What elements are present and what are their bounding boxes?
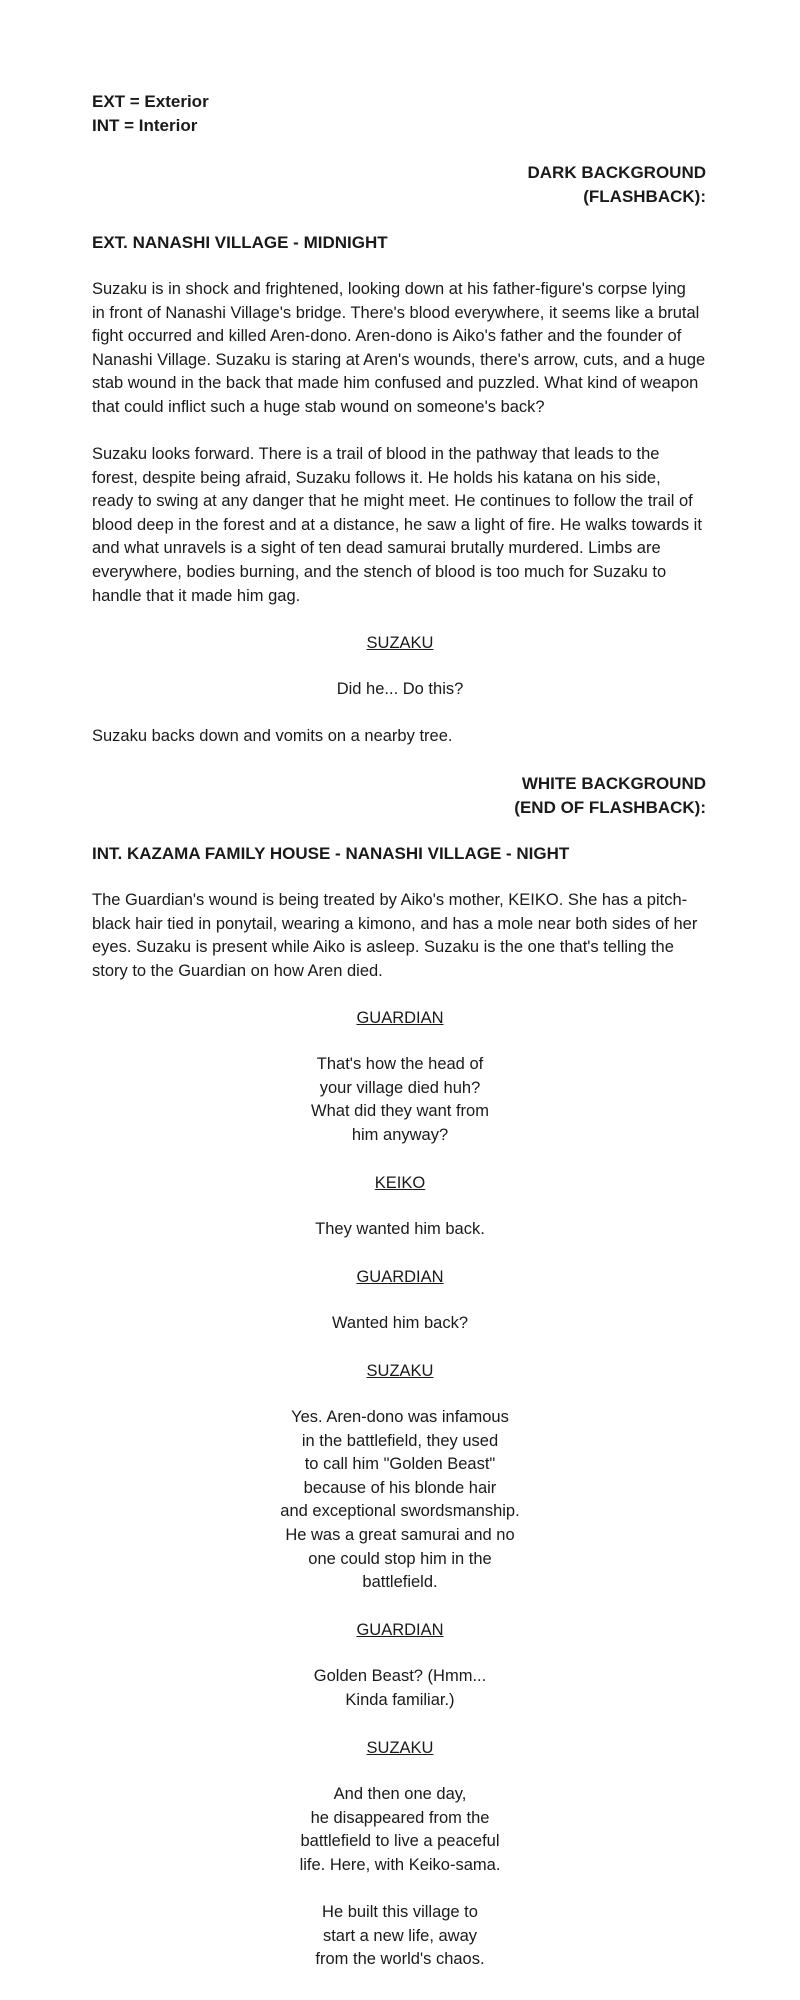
dialogue-line: He built this village to bbox=[322, 1903, 478, 1921]
dialogue-line: in the battlefield, they used bbox=[301, 1431, 499, 1450]
character-name: GUARDIAN bbox=[356, 1268, 444, 1286]
action-line: blood deep in the forest and at a distance, he saw a light of fire. He walks towards it bbox=[92, 515, 702, 534]
dialogue-line: your village died huh? bbox=[319, 1078, 481, 1097]
dialogue-line: That's how the head of bbox=[316, 1055, 484, 1073]
dialogue bbox=[0, 1406, 800, 1595]
action-paragraph bbox=[92, 725, 712, 749]
transition-line: DARK BACKGROUND bbox=[527, 163, 706, 182]
dialogue-line: What did they want from bbox=[311, 1102, 489, 1121]
dialogue-line: start a new life, away bbox=[322, 1926, 478, 1945]
dialogue-line: battlefield. bbox=[362, 1573, 438, 1592]
dialogue-line: one could stop him in the bbox=[308, 1549, 492, 1568]
action-paragraph bbox=[92, 443, 712, 608]
dialogue-line: he disappeared from the bbox=[310, 1808, 490, 1827]
dialogue-line: He was a great samurai and no bbox=[285, 1525, 515, 1544]
scene-heading: INT. KAZAMA FAMILY HOUSE - NANASHI VILLAGE - NIGHT bbox=[92, 844, 570, 863]
dialogue-line: And then one day, bbox=[333, 1785, 467, 1803]
action-line: story to the Guardian on how Aren died. bbox=[92, 961, 383, 980]
action-line: in front of Nanashi Village's bridge. There's blood everywhere, it seems like a brutal bbox=[92, 303, 700, 322]
action-line: Nanashi Village. Suzaku is staring at Aren's wounds, there's arrow, cuts, and a huge bbox=[92, 350, 706, 369]
dialogue bbox=[0, 1053, 800, 1147]
dialogue-line: Wanted him back? bbox=[331, 1314, 469, 1332]
dialogue-line: battlefield to live a peaceful bbox=[300, 1832, 500, 1851]
dialogue-line: They wanted him back. bbox=[315, 1220, 485, 1238]
abbreviation-int: INT = Interior bbox=[92, 116, 198, 135]
dialogue-line: and exceptional swordsmanship. bbox=[280, 1502, 520, 1521]
character-name: GUARDIAN bbox=[356, 1621, 444, 1639]
action-paragraph bbox=[92, 278, 712, 420]
transition-white-background bbox=[514, 772, 706, 820]
character-name: SUZAKU bbox=[366, 1362, 434, 1380]
dialogue-line: Did he... Do this? bbox=[336, 680, 464, 698]
action-line: handle that it made him gag. bbox=[92, 586, 301, 605]
character-name: SUZAKU bbox=[366, 634, 434, 652]
action-line: The Guardian's wound is being treated by Aiko's mother, KEIKO. She has a pitch- bbox=[92, 891, 688, 909]
character-name: SUZAKU bbox=[366, 1739, 434, 1757]
dialogue-line: Golden Beast? (Hmm... bbox=[313, 1667, 487, 1685]
action-line: stab wound in the back that made him confused and puzzled. What kind of weapon bbox=[92, 374, 699, 393]
dialogue-line: from the world's chaos. bbox=[315, 1950, 485, 1969]
action-line: fight occurred and killed Aren-dono. Aren-dono is Aiko's father and the founder of bbox=[92, 327, 682, 346]
dialogue bbox=[0, 1901, 800, 1972]
abbreviation-ext: EXT = Exterior bbox=[92, 92, 209, 111]
action-line: black hair tied in ponytail, wearing a kimono, and has a mole near both sides of her bbox=[92, 914, 698, 933]
character-name: KEIKO bbox=[374, 1174, 426, 1192]
action-line: forest, despite being afraid, Suzaku follows it. He holds his katana on his side, bbox=[92, 468, 661, 487]
action-line: eyes. Suzaku is present while Aiko is asleep. Suzaku is the one that's telling the bbox=[92, 938, 674, 957]
character-name: GUARDIAN bbox=[356, 1009, 444, 1027]
dialogue bbox=[0, 678, 800, 702]
action-paragraph bbox=[92, 889, 712, 983]
transition-line: (FLASHBACK): bbox=[583, 187, 706, 206]
action-line: everywhere, bodies burning, and the stench of blood is too much for Suzaku to bbox=[92, 562, 667, 581]
dialogue-line: because of his blonde hair bbox=[303, 1478, 497, 1497]
dialogue-line: life. Here, with Keiko-sama. bbox=[299, 1855, 501, 1874]
abbreviation-legend bbox=[92, 90, 209, 138]
transition-line: (END OF FLASHBACK): bbox=[514, 798, 706, 817]
action-line: Suzaku is in shock and frightened, looking down at his father-figure's corpse lying bbox=[92, 280, 686, 298]
dialogue-line: to call him "Golden Beast" bbox=[304, 1455, 496, 1474]
dialogue bbox=[0, 1665, 800, 1712]
dialogue bbox=[0, 1783, 800, 1877]
scene-heading: EXT. NANASHI VILLAGE - MIDNIGHT bbox=[92, 233, 388, 252]
dialogue bbox=[0, 1312, 800, 1336]
action-line: and what unravels is a sight of ten dead samurai brutally murdered. Limbs are bbox=[92, 539, 661, 558]
transition-dark-background bbox=[528, 161, 707, 209]
action-line: ready to swing at any danger that he might meet. He continues to follow the trail of bbox=[92, 492, 693, 511]
dialogue-line: Yes. Aren-dono was infamous bbox=[291, 1408, 509, 1426]
transition-line: WHITE BACKGROUND bbox=[521, 774, 706, 793]
dialogue-line: him anyway? bbox=[351, 1125, 449, 1144]
action-line: that could inflict such a huge stab wound on someone's back? bbox=[92, 397, 545, 416]
dialogue-line: Kinda familiar.) bbox=[345, 1690, 455, 1709]
dialogue bbox=[0, 1218, 800, 1242]
action-line: Suzaku looks forward. There is a trail of blood in the pathway that leads to the bbox=[92, 445, 660, 463]
action-line: Suzaku backs down and vomits on a nearby tree. bbox=[92, 727, 453, 745]
